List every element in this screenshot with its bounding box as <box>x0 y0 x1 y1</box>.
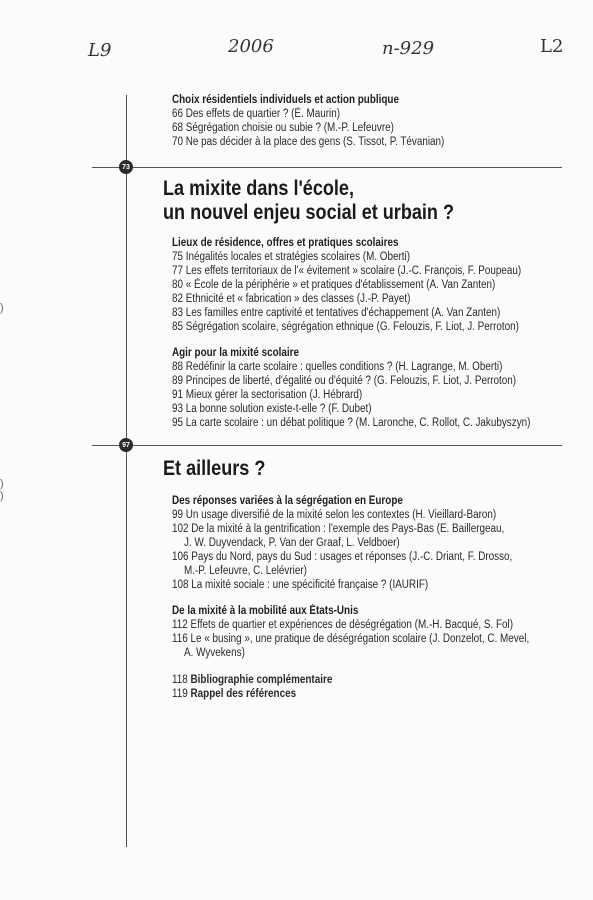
handwritten-year: 2006 <box>228 36 274 57</box>
group-heading-europe: Des réponses variées à la ségrégation en Europe <box>172 495 403 507</box>
toc-item: 83 Les familles entre captivité et tentatives d'échappement (A. Van Zanten) <box>172 307 501 319</box>
page-marker-97: 97 <box>119 438 133 452</box>
page-marker-73: 73 <box>119 160 133 174</box>
margin-scan-mark: ) <box>0 478 4 490</box>
toc-item: 80 « École de la périphérie » et pratiques d'établissement (A. Van Zanten) <box>172 279 496 291</box>
toc-item-continuation: A. Wyvekens) <box>184 647 245 659</box>
toc-item-bibliographie: 118 Bibliographie complémentaire <box>172 674 333 686</box>
margin-scan-mark: ) <box>0 490 4 502</box>
section-title-line2: un nouvel enjeu social et urbain ? <box>163 201 455 224</box>
margin-scan-mark: ) <box>0 302 4 314</box>
section-title-ailleurs: Et ailleurs ? <box>163 457 266 480</box>
toc-item: 116 Le « busing », une pratique de déségrégation scolaire (J. Donzelot, C. Mevel, <box>172 633 530 645</box>
group-heading-choix: Choix résidentiels individuels et action publique <box>172 94 399 106</box>
toc-item: 112 Effets de quartier et expériences de déségrégation (M.-H. Bacqué, S. Fol) <box>172 619 514 631</box>
section-rule-73 <box>92 167 562 168</box>
toc-item: 88 Redéfinir la carte scolaire : quelles conditions ? (H. Lagrange, M. Oberti) <box>172 361 503 373</box>
group-heading-lieux: Lieux de résidence, offres et pratiques scolaires <box>172 237 399 249</box>
toc-item-continuation: M.-P. Lefeuvre, C. Lelévrier) <box>184 565 307 577</box>
toc-item: 106 Pays du Nord, pays du Sud : usages et réponses (J.-C. Driant, F. Drosso, <box>172 551 513 563</box>
toc-item: 91 Mieux gérer la sectorisation (J. Hébrard) <box>172 389 363 401</box>
toc-item: 82 Ethnicité et « fabrication » des classes (J.-P. Payet) <box>172 293 411 305</box>
handwritten-right-code: L2 <box>540 36 564 57</box>
toc-item: 77 Les effets territoriaux de l'« évitement » scolaire (J.-C. François, F. Poupeau) <box>172 265 522 277</box>
toc-item: 68 Ségrégation choisie ou subie ? (M.-P. Lefeuvre) <box>172 122 394 134</box>
toc-item: 99 Un usage diversifié de la mixité selon les contextes (H. Vieillard-Baron) <box>172 509 497 521</box>
toc-item: 70 Ne pas décider à la place des gens (S. Tissot, P. Tévanian) <box>172 136 445 148</box>
toc-item: 89 Principes de liberté, d'égalité ou d'équité ? (G. Felouzis, F. Liot, J. Perroton) <box>172 375 517 387</box>
toc-item: 95 La carte scolaire : un débat politique ? (M. Laronche, C. Rollot, C. Jakubyszyn) <box>172 417 531 429</box>
toc-item: 93 La bonne solution existe-t-elle ? (F. Dubet) <box>172 403 372 415</box>
toc-item: 108 La mixité sociale : une spécificité française ? (IAURIF) <box>172 579 429 591</box>
section-rule-97 <box>92 445 562 446</box>
vertical-rule <box>126 95 127 847</box>
toc-item: 102 De la mixité à la gentrification : l'exemple des Pays-Bas (E. Baillergeau, <box>172 523 505 535</box>
toc-item: 75 Inégalités locales et stratégies scolaires (M. Oberti) <box>172 251 411 263</box>
group-heading-agir: Agir pour la mixité scolaire <box>172 347 299 359</box>
toc-item: 66 Des effets de quartier ? (É. Maurin) <box>172 108 341 120</box>
handwritten-number: n-929 <box>382 38 435 59</box>
handwritten-left-code: L9 <box>88 40 112 61</box>
section-title-line1: La mixite dans l'école, <box>163 177 355 200</box>
toc-item-continuation: J. W. Duyvendack, P. Van der Graaf, L. Veldboer) <box>184 537 400 549</box>
toc-item: 85 Ségrégation scolaire, ségrégation ethnique (G. Felouzis, F. Liot, J. Perroton) <box>172 321 519 333</box>
toc-item-references: 119 Rappel des références <box>172 688 297 700</box>
group-heading-etats-unis: De la mixité à la mobilité aux États-Unis <box>172 605 359 617</box>
